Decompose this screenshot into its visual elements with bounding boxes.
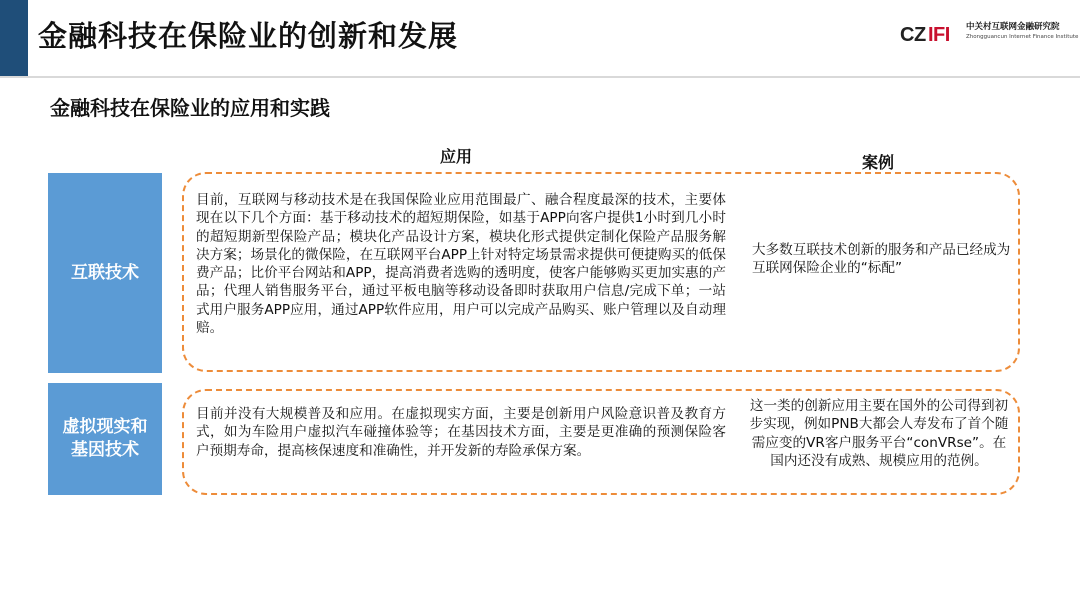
row-label-text: 互联技术 [71,262,139,283]
column-header-case: 案例 [862,153,895,172]
row-label-vr-gene-tech [48,383,162,495]
case-text-vr-gene-tech: 这一类的创新应用主要在国外的公司得到初步实现，例如PNB大都会人寿发布了首个随需应变的VR客户服务平台“conVRse”。在国内还没有成熟、规模应用的范例。 [749,398,1009,469]
column-header-application: 应用 [440,147,473,166]
czifi-logo-icon [900,18,960,48]
svg-text:CZ: CZ [900,24,926,46]
svg-text:IFI: IFI [928,24,950,46]
row-label-internet-tech [48,173,162,373]
institute-english-name: Zhongguancun Internet Finance Institute [966,34,1079,40]
case-text-internet-tech: 大多数互联技术创新的服务和产品已经成为互联网保险企业的“标配” [752,242,1011,277]
application-text-internet-tech: 目前，互联网与移动技术是在我国保险业应用范围最广、融合程度最深的技术，主要体现在以下几个方面：基于移动技术的超短期保险，如基于APP向客户提供1小时到几小时的超短期新型保险产品；模块化产品设计方案，模块化形式提供定制化保险产品服务解决方案；场景化的微保险，在互联网平台APP上针对特定场景需求提供可便捷购买的低保费产品；比价平台网站和APP，提高消费者选购的透明度，使客户能够购买更加实惠的产品；代理人销售服务平台，通过平板电脑等移动设备即时获取用户信息/完成下单；一站式用户服务APP应用，通过APP软件应用，用户可以完成产品购买、账户管理以及自动理赔。 [196,192,726,337]
institute-name: 中关村互联网金融研究院 [966,22,1060,32]
application-text-vr-gene-tech: 目前并没有大规模普及和应用。在虚拟现实方面，主要是创新用户风险意识普及教育方式，如为车险用户虚拟汽车碰撞体验等；在基因技术方面，主要是更准确的预测保险客户预期寿命，提高核保速度和准确性，并开发新的寿险承保方案。 [196,406,726,459]
page-title: 金融科技在保险业的创新和发展 [38,19,459,53]
title-accent-bar [0,0,28,76]
section-subtitle: 金融科技在保险业的应用和实践 [50,96,330,120]
institute-logo [900,18,1079,48]
row-label-text: 虚拟现实和基因技术 [62,417,148,460]
header-divider [0,76,1080,78]
